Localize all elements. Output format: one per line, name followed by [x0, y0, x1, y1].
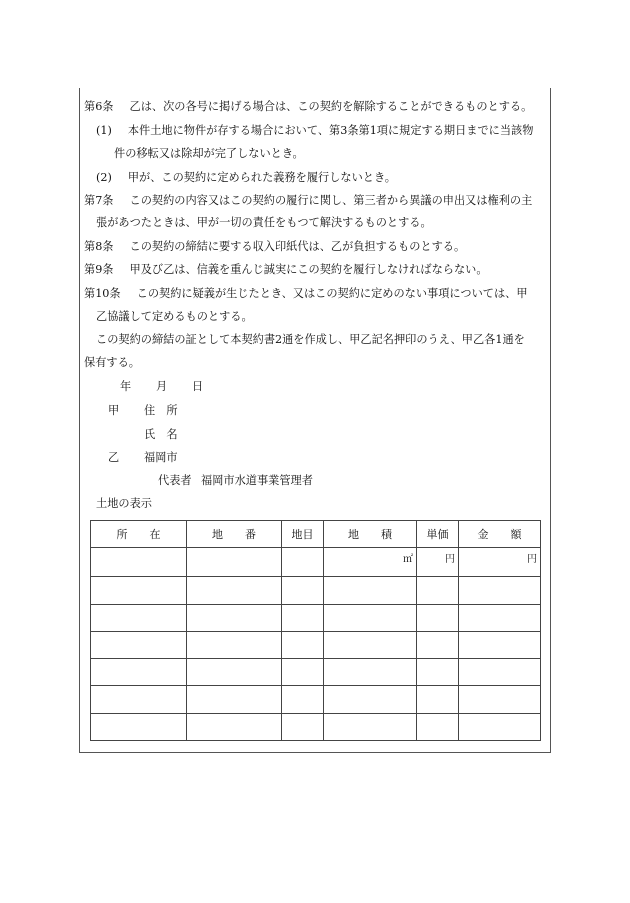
date-day: 日 [192, 380, 204, 393]
table-cell [91, 631, 187, 658]
table-cell [282, 713, 324, 740]
article-7-label: 第7条 [84, 194, 114, 207]
party-a-name-label: 氏 名 [144, 428, 178, 441]
header-area: 地 積 [324, 521, 417, 548]
article-6-label: 第6条 [84, 100, 114, 113]
article-10-label: 第10条 [84, 287, 121, 300]
table-cell [324, 659, 417, 686]
land-table [90, 520, 541, 741]
article-6 [84, 100, 532, 114]
table-cell [187, 604, 282, 631]
header-land-category: 地目 [282, 521, 324, 548]
price-unit-text: 円 [445, 554, 455, 565]
article-7-text: この契約の内容又はこの契約の履行に関し、第三者から異議の申出又は権利の主 [129, 194, 533, 207]
table-cell [459, 577, 541, 604]
table-cell [417, 604, 459, 631]
article-9-label: 第9条 [84, 263, 114, 276]
article-10-cont [96, 310, 253, 324]
table-cell [282, 631, 324, 658]
table-cell [282, 659, 324, 686]
area-unit [324, 548, 417, 577]
article-7-cont [96, 216, 432, 230]
table-cell [459, 631, 541, 658]
table-cell [91, 659, 187, 686]
item-1-text: 本件土地に物件が存する場合において、第3条第1項に規定する期日までに当該物 [127, 124, 534, 137]
date-month: 月 [156, 380, 168, 393]
header-unit-price: 単価 [417, 521, 459, 548]
party-a-address-label: 住 所 [144, 404, 178, 417]
table-cell [417, 577, 459, 604]
closing-text-2: 保有する。 [84, 356, 140, 369]
table-cell [459, 604, 541, 631]
header-location: 所 在 [91, 521, 187, 548]
price-unit [417, 548, 459, 577]
table-cell [91, 577, 187, 604]
header-amount: 金 額 [459, 521, 541, 548]
article-10-text-cont: 乙協議して定めるものとする。 [96, 310, 253, 323]
land-table-header [91, 521, 541, 548]
amount-unit-text: 円 [527, 554, 537, 565]
table-cell [187, 686, 282, 713]
table-cell [417, 659, 459, 686]
table-cell [187, 631, 282, 658]
table-row [91, 686, 541, 713]
table-cell [324, 686, 417, 713]
table-cell [459, 686, 541, 713]
date-year: 年 [120, 380, 132, 393]
header-lot-number: 地 番 [187, 521, 282, 548]
table-cell [187, 659, 282, 686]
table-cell [91, 686, 187, 713]
party-b-rep-name: 福岡市水道事業管理者 [201, 474, 313, 487]
article-6-text: 乙は、次の各号に掲げる場合は、この契約を解除することができるものとする。 [129, 100, 533, 113]
article-8-text: この契約の締結に要する収入印紙代は、乙が負担するものとする。 [129, 240, 466, 253]
table-cell [417, 631, 459, 658]
table-cell [282, 577, 324, 604]
table-cell [459, 659, 541, 686]
table-row [91, 604, 541, 631]
article-6-item-1-cont [114, 147, 304, 161]
table-cell [282, 604, 324, 631]
table-row [91, 631, 541, 658]
amount-unit [459, 548, 541, 577]
article-9 [84, 263, 488, 277]
table-row [91, 713, 541, 740]
table-cell [91, 604, 187, 631]
table-cell [187, 548, 282, 577]
table-cell [417, 686, 459, 713]
area-unit-text: ㎡ [403, 554, 413, 565]
item-2-text: 甲が、この契約に定められた義務を履行しないとき。 [127, 171, 396, 184]
table-cell [324, 713, 417, 740]
closing-line-2 [84, 356, 140, 370]
closing-line-1 [96, 333, 525, 347]
party-b-rep-label: 代表者 [158, 474, 192, 487]
article-8 [84, 240, 465, 254]
land-title: 土地の表示 [96, 497, 152, 510]
closing-text-1: この契約の締結の証として本契約書2通を作成し、甲乙記名押印のうえ、甲乙各1通を [96, 333, 525, 346]
table-cell [324, 631, 417, 658]
table-cell [417, 713, 459, 740]
article-10 [84, 287, 528, 301]
party-b-city: 福岡市 [144, 451, 178, 464]
table-cell [91, 548, 187, 577]
table-cell [282, 548, 324, 577]
item-1-text-cont: 件の移転又は除却が完了しないとき。 [114, 147, 304, 160]
table-cell [187, 577, 282, 604]
table-row [91, 577, 541, 604]
item-2-number: (2) [96, 171, 112, 184]
table-cell [282, 686, 324, 713]
article-7-text-cont: 張があつたときは、甲が一切の責任をもつて解決するものとする。 [96, 216, 432, 229]
table-cell [324, 577, 417, 604]
article-6-item-2 [96, 171, 396, 185]
article-6-item-1 [96, 124, 533, 138]
article-7 [84, 194, 532, 208]
article-9-text: 甲及び乙は、信義を重んじ誠実にこの契約を履行しなければならない。 [129, 263, 488, 276]
table-cell [324, 604, 417, 631]
party-a-label: 甲 [108, 404, 120, 417]
article-8-label: 第8条 [84, 240, 114, 253]
table-cell [91, 713, 187, 740]
article-10-text: この契約に疑義が生じたとき、又はこの契約に定めのない事項については、甲 [136, 287, 528, 300]
table-cell [459, 713, 541, 740]
table-row [91, 659, 541, 686]
party-b-label: 乙 [108, 451, 120, 464]
table-row [91, 548, 541, 577]
item-1-number: (1) [96, 124, 112, 137]
table-cell [187, 713, 282, 740]
